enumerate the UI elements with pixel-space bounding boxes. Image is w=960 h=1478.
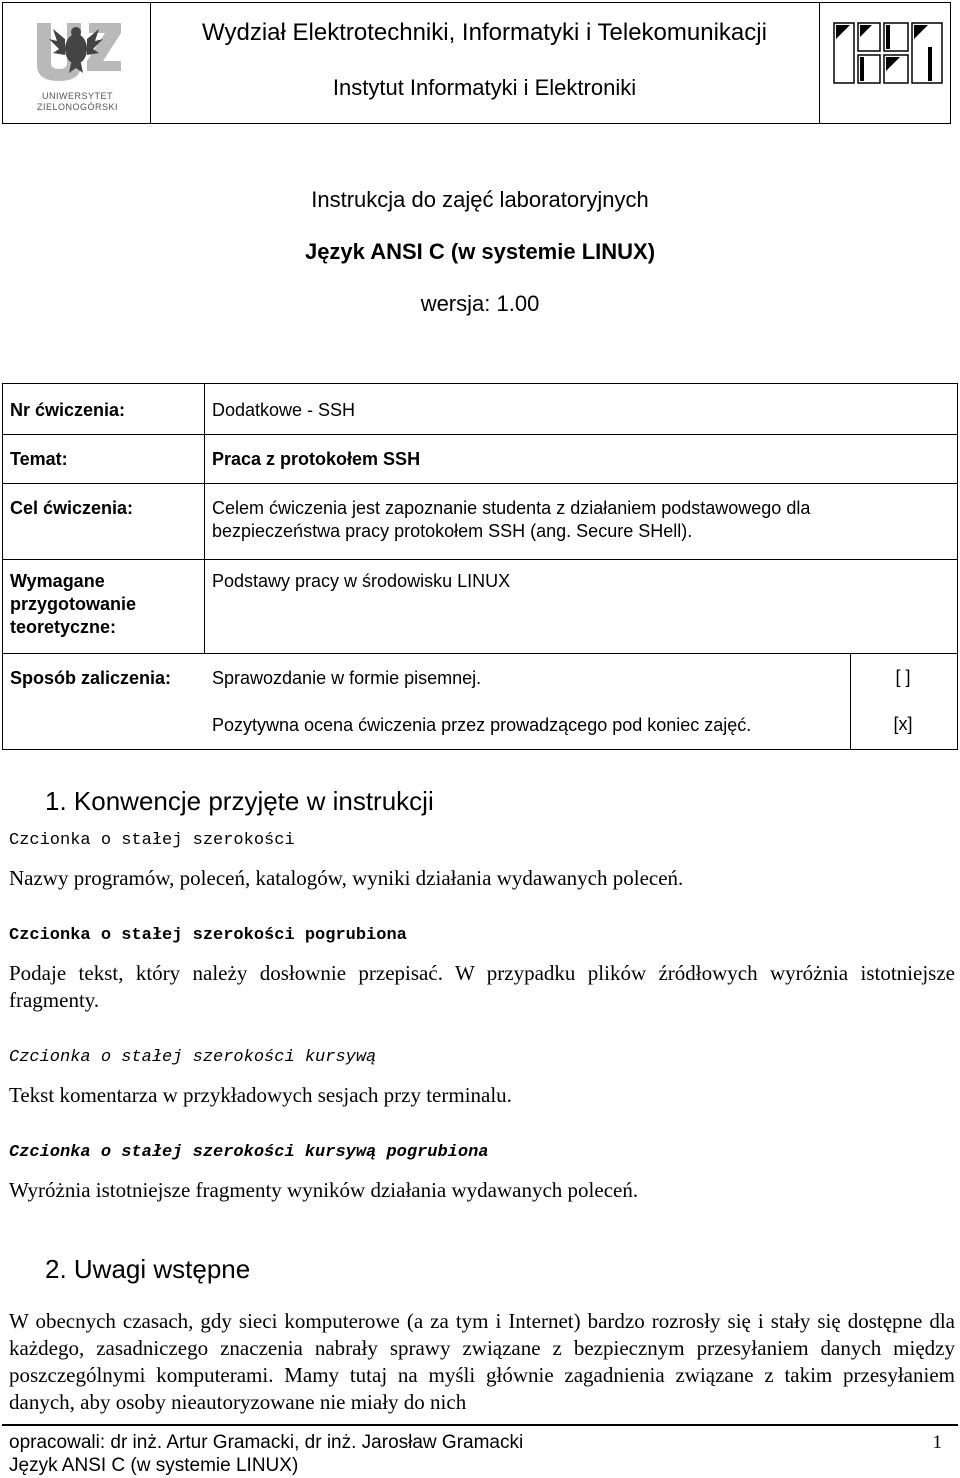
exercise-info-table [2,383,958,750]
footer-authors: opracowali: dr inż. Artur Gramacki, dr inż. Jarosław Gramacki [9,1432,524,1453]
convention-desc-bold-italic: Wyróżnia istotniejsze fragmenty wyników działania wydawanych poleceń. [9,1178,639,1202]
label-exercise-number: Nr ćwiczenia: [10,400,126,420]
convention-sample-bold: Czcionka o stałej szerokości pogrubiona [9,926,407,945]
institute-logo [819,3,951,123]
footer-rule [2,1424,958,1426]
instruction-title: Instrukcja do zajęć laboratoryjnych [311,187,649,212]
assessment-option-2: Pozytywna ocena ćwiczenia przez prowadzącego pod koniec zajęć. [212,715,752,735]
convention-sample-bold-italic: Czcionka o stałej szerokości kursywą pogrubiona [9,1143,489,1162]
table-divider [204,384,205,654]
header-titles [151,3,818,123]
section-1-heading: 1. Konwencje przyjęte w instrukcji [45,786,434,816]
convention-desc-bold: Podaje tekst, który należy dosłownie przepisać. W przypadku plików źródłowych wyróżnia istotniejsze fragmenty. [9,961,955,1012]
university-logo [3,3,151,123]
convention-sample-regular: Czcionka o stałej szerokości [9,831,295,850]
course-title: Język ANSI C (w systemie LINUX) [304,239,656,264]
footer-course: Język ANSI C (w systemie LINUX) [9,1455,299,1476]
value-topic: Praca z protokołem SSH [212,449,421,469]
faculty-name: Wydział Elektrotechniki, Informatyki i Telekomunikacji [202,19,767,46]
assessment-mark-2: [x] [893,714,913,734]
label-goal: Cel ćwiczenia: [10,498,134,518]
document-header [2,2,951,124]
assessment-mark-1: [ ] [895,667,911,687]
value-requirements: Podstawy pracy w środowisku LINUX [212,571,511,591]
assessment-option-1: Sprawozdanie w formie pisemnej. [212,668,482,688]
table-divider [3,559,957,560]
section-2-paragraph: W obecnych czasach, gdy sieci komputerowe (a za tym i Internet) bardzo rozrosły się i stały się dostępne dla każdego, zasadniczego znaczenia nabrały sprawy związane z bezpiecznym przesyłaniem danych między poszczególnymi komputerami. Mamy tutaj na myśli głównie zagadnienia związane z takim przesyłaniem danych, aby osoby nieautoryzowane nie miały do nich [9,1309,955,1414]
page-number: 1 [932,1432,942,1453]
convention-desc-italic: Tekst komentarza w przykładowych sesjach przy terminalu. [9,1083,512,1107]
institute-name: Instytut Informatyki i Elektroniki [332,75,637,100]
table-divider [3,434,957,435]
table-divider [850,654,851,749]
label-requirements: Wymagane przygotowanie teoretyczne: [10,571,137,637]
label-topic: Temat: [10,449,68,469]
value-goal: Celem ćwiczenia jest zapoznanie studenta z działaniem podstawowego dla bezpieczeństwa pracy protokołem SSH (ang. Secure SHell). [212,498,811,541]
version-label: wersja: 1.00 [420,291,540,316]
value-exercise-number: Dodatkowe - SSH [212,400,356,420]
institute-logo-icon [820,3,951,123]
table-divider [3,483,957,484]
section-2-heading: 2. Uwagi wstępne [45,1254,251,1284]
convention-sample-italic: Czcionka o stałej szerokości kursywą [9,1048,377,1067]
logo-text: UNIWERSYTET ZIELONOGÓRSKI [36,91,118,112]
label-assessment: Sposób zaliczenia: [10,668,172,688]
convention-desc-regular: Nazwy programów, poleceń, katalogów, wyniki działania wydawanych poleceń. [9,866,684,890]
table-divider [3,653,957,654]
